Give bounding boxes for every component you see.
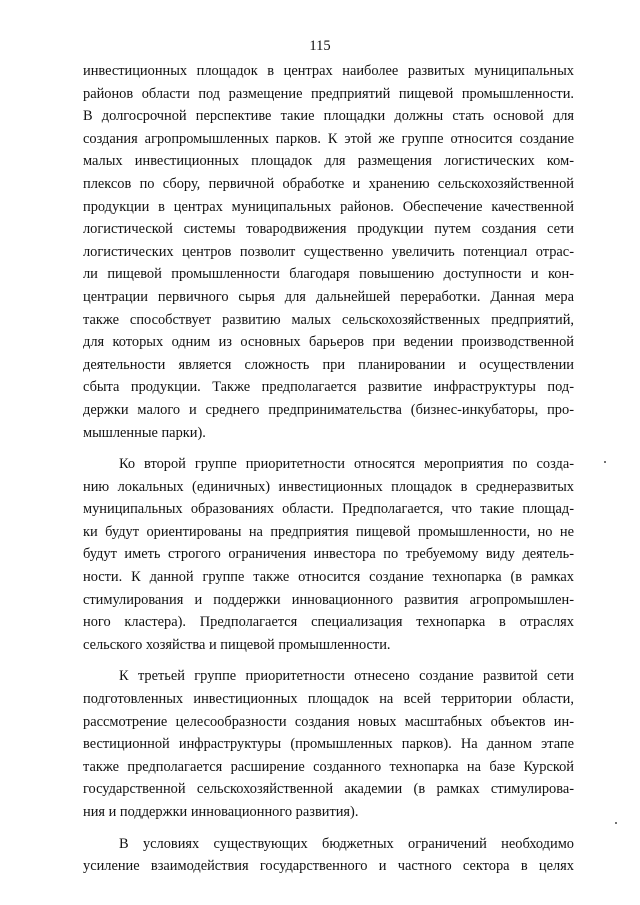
paragraph-gap — [83, 444, 574, 453]
text-line: В условиях существующих бюджетных ограничений необходимо — [119, 835, 574, 852]
text-line: малых инвестиционных площадок для размещения логистических ком- — [83, 153, 574, 170]
text-line: ного кластера). Предполагается специализация технопарка в отраслях — [83, 614, 574, 631]
text-line: держки малого и среднего предпринимательства (бизнес-инкубаторы, про- — [83, 401, 574, 418]
paragraph-4 — [83, 833, 574, 878]
text-line: ли пищевой промышленности благодаря повышению доступности и кон- — [83, 266, 574, 283]
text-line: создания агропромышленных парков. К этой же группе относится создание — [83, 130, 574, 147]
text-line: рассмотрение целесообразности создания новых масштабных объектов ин- — [83, 713, 574, 730]
text-line: нию локальных (единичных) инвестиционных площадок в среднеразвитых — [83, 478, 574, 495]
text-line: усиление взаимодействия государственного и частного сектора в целях — [83, 858, 574, 875]
text-line: В долгосрочной перспективе такие площадки должны стать основой для — [83, 108, 574, 125]
text-line: ности. К данной группе также относится создание технопарка (в рамках — [83, 569, 574, 586]
text-line: также способствует развитию малых сельскохозяйственных предприятий, — [83, 311, 574, 328]
text-line: К третьей группе приоритетности отнесено создание развитой сети — [119, 668, 574, 685]
paragraph-3 — [83, 665, 574, 823]
paragraph-gap — [83, 656, 574, 665]
text-line: центрации первичного сырья для дальнейшей переработки. Данная мера — [83, 288, 574, 305]
text-line: логистической системы товародвижения продукции путем создания сети — [83, 221, 574, 238]
body-text — [83, 60, 574, 878]
paragraph-1 — [83, 60, 574, 444]
text-line: районов области под размещение предприятий пищевой промышленности. — [83, 85, 574, 102]
text-line: вестиционной инфраструктуры (промышленных парков). На данном этапе — [83, 736, 574, 753]
text-line: сельского хозяйства и пищевой промышленности. — [83, 636, 391, 653]
text-line: ки будут ориентированы на предприятия пищевой промышленности, но не — [83, 523, 574, 540]
text-line: инвестиционных площадок в центрах наиболее развитых муниципальных — [83, 63, 574, 79]
text-line: деятельности является сложность при планировании и осуществлении — [83, 356, 574, 373]
text-line: будут иметь строгого ограничения инвестора по требуемому виду деятель- — [83, 546, 574, 563]
text-line: сбыта продукции. Также предполагается развитие инфраструктуры под- — [83, 379, 574, 396]
scan-speck — [604, 461, 606, 463]
text-line: ния и поддержки инновационного развития). — [83, 804, 359, 820]
page-number: 115 — [309, 38, 331, 54]
text-line: логистических центров позволит существенно увеличить потенциал отрас- — [83, 243, 574, 260]
text-line: стимулирования и поддержки инновационного развития агропромышлен- — [83, 591, 574, 608]
text-line: Ко второй группе приоритетности относятся мероприятия по созда- — [119, 456, 574, 473]
text-line: подготовленных инвестиционных площадок на всей территории области, — [83, 691, 574, 708]
paragraph-gap — [83, 824, 574, 833]
text-line: муниципальных образованиях области. Предполагается, что такие площад- — [83, 501, 574, 518]
text-line: плексов по сбору, первичной обработке и хранению сельскохозяйственной — [83, 175, 574, 192]
scan-speck — [615, 822, 617, 824]
text-line: продукции в центрах муниципальных районов. Обеспечение качественной — [83, 198, 574, 215]
text-line: мышленные парки). — [83, 424, 206, 441]
paragraph-2 — [83, 453, 574, 656]
text-line: для которых одним из основных барьеров при ведении производственной — [83, 334, 574, 351]
text-line: также предполагается расширение созданного технопарка на базе Курской — [83, 758, 574, 775]
text-line: государственной сельскохозяйственной академии (в рамках стимулирова- — [83, 781, 574, 798]
